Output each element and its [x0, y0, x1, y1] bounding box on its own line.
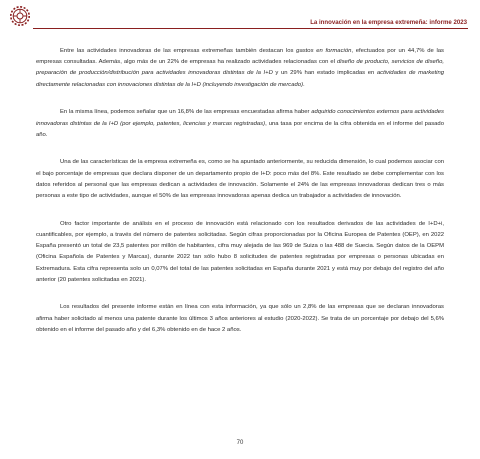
paragraph-patents: [36, 219, 444, 286]
page-header: [0, 0, 480, 32]
text-span: y un 29% han estado implicadas en: [272, 70, 377, 77]
text-span: En la misma línea, podemos señalar que un 16,8% de las empresas encuestadas afirma haber: [60, 109, 312, 116]
header-title: La innovación en la empresa extremeña: informe 2023: [310, 19, 467, 26]
text-span: Los resultados del presente informe están en línea con esta información, ya que sólo un 2,8% de las empresas que se declaran innovadoras afirma haber solicitado al menos una patente durante los últimos 3 años anteriores al estudio (2020-2022). Se trata de un porcentaje por debajo del 5,6% obtenido en el informe del pasado año y del 6,3% obtenido en de hace 2 años.: [36, 304, 444, 333]
gear-seal-icon: [9, 5, 31, 27]
italic-span: adquirido conocimientos externos para actividades innovadoras distintas de la I+D (por ejemplo, patentes, licencias y marcas registradas): [36, 109, 444, 127]
text-span: Otro factor importante de análisis en el proceso de innovación está relacionado con los resultados derivados de las actividades de I+D+i, cuantificables, por ejemplo, a través del número de patentes solicitadas. Según cifras proporcionadas por la Oficina Europea de Patentes (OEP), en 2022 España presentó un total de 23,5 patentes por millón de habitantes, cifra muy alejada de las 969 de Suiza o las 488 de Suecia. Según datos de la OEPM (Oficina Española de Patentes y Marcas), durante 2022 tan sólo hubo 8 solicitudes de patentes registradas por empresas o personas ubicadas en Extremadura. Esta cifra representa solo un 0,07% del total de las patentes solicitadas en España durante 2021 y está muy por debajo del registro del año anterior (20 patentes solicitadas en 2021).: [36, 220, 444, 283]
paragraph-report-results: [36, 302, 444, 336]
text-span: Entre las actividades innovadoras de las empresas extremeñas también destacan los: [60, 48, 297, 54]
text-span: , efectuados por un 44,7% de las empresas consultadas. Además, algo más de un 22% de empresas ha realizado actividades relacionadas con el: [36, 48, 444, 66]
paragraph-training-design-marketing: [36, 46, 444, 91]
text-span: .: [303, 81, 305, 88]
paragraph-company-size: [36, 157, 444, 202]
italic-span: gastos en formación: [296, 48, 352, 54]
paragraph-external-knowledge: [36, 107, 444, 141]
text-span: Una de las características de la empresa extremeña es, como se ha apuntado anteriormente, su reducida dimensión, lo cual podemos asociar con el bajo porcentaje de empresas que declara disponer de un departamento propio de I+D: poco más del 8%. Este resultado se debe complementar con los datos referidos al personal que las empresas dedican a actividades de innovación. Solamente el 24% de las empresas innovadoras dedican tres o más personas a este tipo de actividades, aunque el 50% de las empresas innovadoras apenas dedica un trabajador a actividades de innovación.: [36, 159, 444, 200]
text-span: , una tasa por encima de la cifra obtenida en el informe del pasado año.: [36, 120, 444, 138]
italic-span: diseño de producto, servicios de diseño, preparación de producción/distribución para actividades innovadoras distintas de la I+D: [36, 59, 444, 77]
page-number: 70: [236, 440, 244, 446]
body-text: [36, 46, 444, 353]
italic-span: actividades de marketing directamente relacionadas con innovaciones distintas de la I+D (incluyendo investigación de mercado): [36, 70, 444, 88]
header-divider: [33, 28, 468, 29]
